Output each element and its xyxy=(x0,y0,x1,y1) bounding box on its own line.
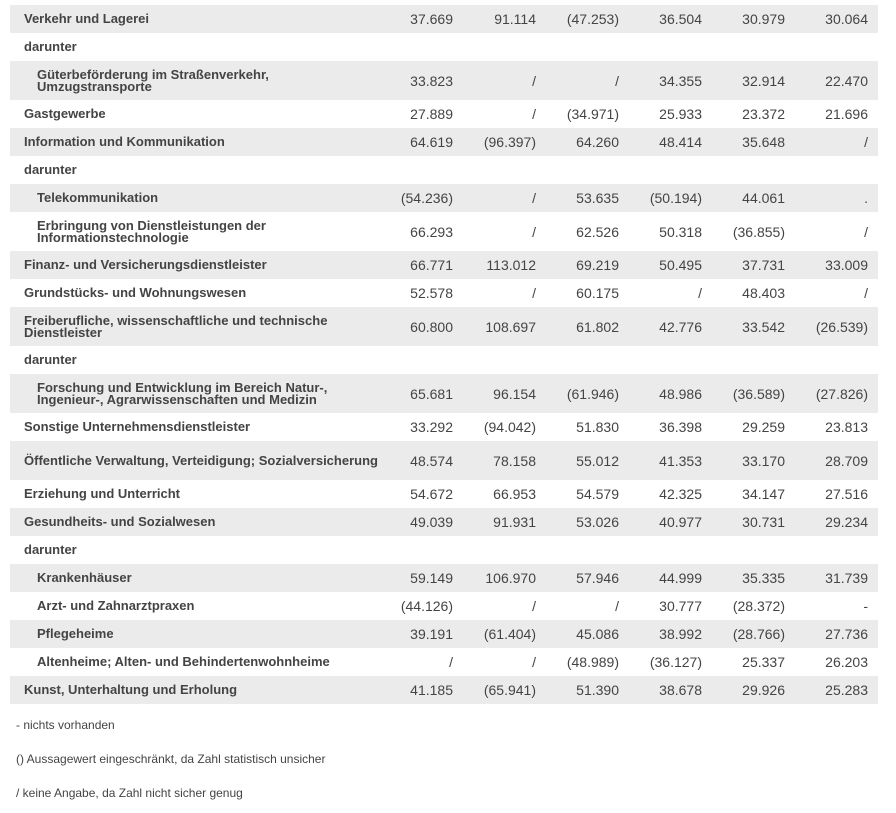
table-row xyxy=(10,5,878,33)
value-cell: (94.042) xyxy=(463,413,546,441)
value-cell: (44.126) xyxy=(380,592,463,620)
value-cell: 54.672 xyxy=(380,480,463,508)
value-cell: 44.061 xyxy=(712,184,795,212)
row-label: Verkehr und Lagerei xyxy=(10,5,380,33)
value-cell: (26.539) xyxy=(795,307,878,346)
table-row xyxy=(10,279,878,307)
value-cell: 96.154 xyxy=(463,374,546,413)
value-cell: 33.823 xyxy=(380,61,463,100)
table-row xyxy=(10,212,878,251)
row-label: Grundstücks- und Wohnungswesen xyxy=(10,279,380,307)
value-cell: 61.802 xyxy=(546,307,629,346)
value-cell: 113.012 xyxy=(463,251,546,279)
value-cell: 25.933 xyxy=(629,100,712,128)
value-cell: (28.372) xyxy=(712,592,795,620)
value-cell: / xyxy=(795,212,878,251)
value-cell xyxy=(463,346,546,374)
value-cell: 60.800 xyxy=(380,307,463,346)
value-cell: / xyxy=(463,592,546,620)
value-cell xyxy=(629,536,712,564)
row-label: darunter xyxy=(10,536,380,564)
value-cell xyxy=(629,156,712,184)
value-cell: 27.736 xyxy=(795,620,878,648)
table-row xyxy=(10,251,878,279)
table-row xyxy=(10,184,878,212)
sub-row-label: Güterbeförderung im Straßenverkehr, Umzugstransporte xyxy=(10,61,380,100)
table-row xyxy=(10,128,878,156)
sub-row-label: Pflegeheime xyxy=(10,620,380,648)
value-cell: 34.147 xyxy=(712,480,795,508)
table-row xyxy=(10,307,878,346)
footnote-brackets: () Aussagewert eingeschränkt, da Zahl statistisch unsicher xyxy=(16,752,326,766)
sub-row-label: Arzt- und Zahnarztpraxen xyxy=(10,592,380,620)
value-cell: (96.397) xyxy=(463,128,546,156)
value-cell: 44.999 xyxy=(629,564,712,592)
value-cell: / xyxy=(463,184,546,212)
value-cell: (54.236) xyxy=(380,184,463,212)
value-cell: / xyxy=(463,648,546,676)
table-row xyxy=(10,100,878,128)
value-cell: 62.526 xyxy=(546,212,629,251)
value-cell: / xyxy=(463,100,546,128)
value-cell: 57.946 xyxy=(546,564,629,592)
sub-row-label: Krankenhäuser xyxy=(10,564,380,592)
row-label: Erziehung und Unterricht xyxy=(10,480,380,508)
value-cell: 42.325 xyxy=(629,480,712,508)
value-cell: - xyxy=(795,592,878,620)
value-cell xyxy=(546,536,629,564)
value-cell: 41.185 xyxy=(380,676,463,704)
value-cell: 34.355 xyxy=(629,61,712,100)
value-cell: 35.335 xyxy=(712,564,795,592)
table-row xyxy=(10,156,878,184)
value-cell: 39.191 xyxy=(380,620,463,648)
value-cell: 25.337 xyxy=(712,648,795,676)
table-row xyxy=(10,480,878,508)
value-cell: / xyxy=(380,648,463,676)
value-cell xyxy=(380,536,463,564)
value-cell: 55.012 xyxy=(546,441,629,480)
value-cell: 91.931 xyxy=(463,508,546,536)
value-cell xyxy=(795,156,878,184)
value-cell: 23.813 xyxy=(795,413,878,441)
value-cell: 37.669 xyxy=(380,5,463,33)
table-row xyxy=(10,592,878,620)
value-cell: 91.114 xyxy=(463,5,546,33)
sub-row-label: Altenheime; Alten- und Behindertenwohnheime xyxy=(10,648,380,676)
value-cell xyxy=(795,536,878,564)
value-cell: 41.353 xyxy=(629,441,712,480)
value-cell: 38.992 xyxy=(629,620,712,648)
row-label: Öffentliche Verwaltung, Verteidigung; Sozialversicherung xyxy=(10,441,380,480)
value-cell: 37.731 xyxy=(712,251,795,279)
value-cell: 33.170 xyxy=(712,441,795,480)
row-label: darunter xyxy=(10,346,380,374)
value-cell: 78.158 xyxy=(463,441,546,480)
row-label: Sonstige Unternehmensdienstleister xyxy=(10,413,380,441)
value-cell: 106.970 xyxy=(463,564,546,592)
sub-row-label: Forschung und Entwicklung im Bereich Natur-, Ingenieur-, Agrarwissenschaften und Medizin xyxy=(10,374,380,413)
value-cell: 49.039 xyxy=(380,508,463,536)
value-cell: 53.635 xyxy=(546,184,629,212)
value-cell: 50.318 xyxy=(629,212,712,251)
value-cell: / xyxy=(629,279,712,307)
value-cell: 32.914 xyxy=(712,61,795,100)
value-cell: 28.709 xyxy=(795,441,878,480)
value-cell xyxy=(712,156,795,184)
value-cell: 23.372 xyxy=(712,100,795,128)
value-cell: 25.283 xyxy=(795,676,878,704)
table-row xyxy=(10,441,878,480)
value-cell: (34.971) xyxy=(546,100,629,128)
value-cell: (36.589) xyxy=(712,374,795,413)
value-cell: (27.826) xyxy=(795,374,878,413)
value-cell: / xyxy=(795,279,878,307)
value-cell: 54.579 xyxy=(546,480,629,508)
row-label: Freiberufliche, wissenschaftliche und technische Dienstleister xyxy=(10,307,380,346)
table-row xyxy=(10,61,878,100)
value-cell: 52.578 xyxy=(380,279,463,307)
row-label: darunter xyxy=(10,33,380,61)
value-cell: (36.855) xyxy=(712,212,795,251)
value-cell: 65.681 xyxy=(380,374,463,413)
row-label: Gesundheits- und Sozialwesen xyxy=(10,508,380,536)
value-cell xyxy=(463,33,546,61)
value-cell: / xyxy=(463,212,546,251)
value-cell: 53.026 xyxy=(546,508,629,536)
value-cell: 108.697 xyxy=(463,307,546,346)
value-cell: 48.414 xyxy=(629,128,712,156)
value-cell: 64.260 xyxy=(546,128,629,156)
value-cell: (48.989) xyxy=(546,648,629,676)
value-cell: 40.977 xyxy=(629,508,712,536)
value-cell xyxy=(380,33,463,61)
row-label: Information und Kommunikation xyxy=(10,128,380,156)
table-row xyxy=(10,676,878,704)
value-cell xyxy=(712,346,795,374)
table-row xyxy=(10,374,878,413)
value-cell: (61.404) xyxy=(463,620,546,648)
value-cell: 33.292 xyxy=(380,413,463,441)
table-row xyxy=(10,620,878,648)
value-cell xyxy=(380,346,463,374)
value-cell: 29.259 xyxy=(712,413,795,441)
value-cell: 30.979 xyxy=(712,5,795,33)
sub-row-label: Erbringung von Dienstleistungen der Informationstechnologie xyxy=(10,212,380,251)
row-label: Gastgewerbe xyxy=(10,100,380,128)
value-cell: (36.127) xyxy=(629,648,712,676)
value-cell: 22.470 xyxy=(795,61,878,100)
value-cell: 29.926 xyxy=(712,676,795,704)
value-cell: 48.574 xyxy=(380,441,463,480)
value-cell: . xyxy=(795,184,878,212)
value-cell: 35.648 xyxy=(712,128,795,156)
value-cell: 33.009 xyxy=(795,251,878,279)
value-cell: 59.149 xyxy=(380,564,463,592)
table-body xyxy=(10,5,878,704)
table-row xyxy=(10,413,878,441)
value-cell: / xyxy=(546,61,629,100)
value-cell: 45.086 xyxy=(546,620,629,648)
value-cell xyxy=(546,33,629,61)
row-label: Finanz- und Versicherungsdienstleister xyxy=(10,251,380,279)
table-row xyxy=(10,346,878,374)
value-cell: 50.495 xyxy=(629,251,712,279)
value-cell: (47.253) xyxy=(546,5,629,33)
value-cell: / xyxy=(795,128,878,156)
value-cell: 31.739 xyxy=(795,564,878,592)
value-cell: 36.398 xyxy=(629,413,712,441)
value-cell: 51.830 xyxy=(546,413,629,441)
value-cell: 33.542 xyxy=(712,307,795,346)
value-cell xyxy=(463,156,546,184)
value-cell: 29.234 xyxy=(795,508,878,536)
value-cell: 30.777 xyxy=(629,592,712,620)
value-cell: (28.766) xyxy=(712,620,795,648)
value-cell: 51.390 xyxy=(546,676,629,704)
table-row xyxy=(10,33,878,61)
earnings-table xyxy=(10,5,878,704)
table-row xyxy=(10,648,878,676)
value-cell: (61.946) xyxy=(546,374,629,413)
footnote-slash: / keine Angabe, da Zahl nicht sicher genug xyxy=(16,786,243,800)
value-cell xyxy=(712,536,795,564)
value-cell: 66.771 xyxy=(380,251,463,279)
row-label: Kunst, Unterhaltung und Erholung xyxy=(10,676,380,704)
value-cell: 66.953 xyxy=(463,480,546,508)
value-cell: 30.064 xyxy=(795,5,878,33)
value-cell: / xyxy=(463,61,546,100)
value-cell: 21.696 xyxy=(795,100,878,128)
value-cell: 66.293 xyxy=(380,212,463,251)
value-cell: 26.203 xyxy=(795,648,878,676)
value-cell: 30.731 xyxy=(712,508,795,536)
value-cell xyxy=(629,346,712,374)
value-cell: 38.678 xyxy=(629,676,712,704)
value-cell xyxy=(463,536,546,564)
value-cell: 48.986 xyxy=(629,374,712,413)
value-cell: 69.219 xyxy=(546,251,629,279)
value-cell: / xyxy=(463,279,546,307)
value-cell: 48.403 xyxy=(712,279,795,307)
value-cell xyxy=(795,346,878,374)
table-row xyxy=(10,536,878,564)
value-cell: 64.619 xyxy=(380,128,463,156)
value-cell xyxy=(546,346,629,374)
value-cell: 27.516 xyxy=(795,480,878,508)
value-cell: 36.504 xyxy=(629,5,712,33)
table-row xyxy=(10,564,878,592)
value-cell xyxy=(795,33,878,61)
value-cell: / xyxy=(546,592,629,620)
value-cell xyxy=(629,33,712,61)
row-label: darunter xyxy=(10,156,380,184)
footnotes xyxy=(16,711,325,813)
value-cell: (65.941) xyxy=(463,676,546,704)
value-cell: 60.175 xyxy=(546,279,629,307)
value-cell xyxy=(712,33,795,61)
value-cell: 42.776 xyxy=(629,307,712,346)
table-row xyxy=(10,508,878,536)
value-cell: 27.889 xyxy=(380,100,463,128)
value-cell xyxy=(380,156,463,184)
value-cell xyxy=(546,156,629,184)
sub-row-label: Telekommunikation xyxy=(10,184,380,212)
footnote-dash: - nichts vorhanden xyxy=(16,718,115,732)
value-cell: (50.194) xyxy=(629,184,712,212)
